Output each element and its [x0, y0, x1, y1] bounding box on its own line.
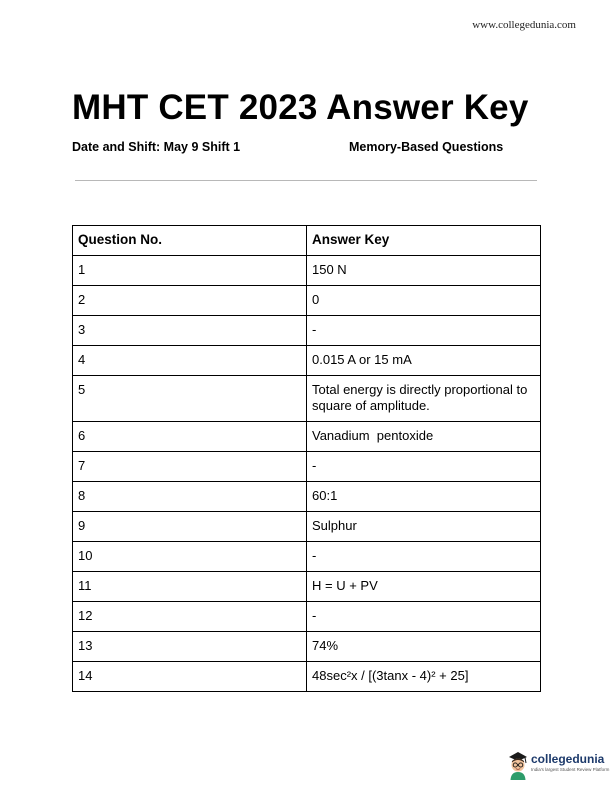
collegedunia-logo	[507, 750, 612, 782]
answer-cell: -	[307, 316, 541, 346]
brand-name: collegedunia	[531, 752, 605, 766]
question-number: 5	[73, 376, 307, 422]
question-number: 13	[73, 632, 307, 662]
table-row	[73, 422, 541, 452]
table-row	[73, 602, 541, 632]
table-row	[73, 512, 541, 542]
table-row	[73, 572, 541, 602]
site-url: www.collegedunia.com	[472, 19, 576, 31]
memory-based-label: Memory-Based Questions	[349, 140, 504, 154]
answer-cell: -	[307, 452, 541, 482]
answer-cell: -	[307, 602, 541, 632]
answer-cell: Sulphur	[307, 512, 541, 542]
answer-key-table	[72, 225, 541, 692]
question-number: 6	[73, 422, 307, 452]
question-number: 7	[73, 452, 307, 482]
divider	[75, 180, 537, 181]
answer-cell: Total energy is directly proportional to square of amplitude.	[307, 376, 541, 422]
question-number: 11	[73, 572, 307, 602]
table-row	[73, 482, 541, 512]
table-row	[73, 376, 541, 422]
table-row	[73, 346, 541, 376]
answer-cell: 0	[307, 286, 541, 316]
table-header-row	[73, 226, 541, 256]
table-row	[73, 662, 541, 692]
answer-cell: 0.015 A or 15 mA	[307, 346, 541, 376]
date-shift-label: Date and Shift: May 9 Shift 1	[72, 140, 241, 154]
question-number: 14	[73, 662, 307, 692]
question-number: 2	[73, 286, 307, 316]
answer-cell: 74%	[307, 632, 541, 662]
table-row	[73, 452, 541, 482]
question-number: 1	[73, 256, 307, 286]
question-number: 12	[73, 602, 307, 632]
question-number: 8	[73, 482, 307, 512]
table-row	[73, 256, 541, 286]
answer-cell: Vanadium pentoxide	[307, 422, 541, 452]
page-title: MHT CET 2023 Answer Key	[72, 88, 529, 127]
column-header-answer: Answer Key	[307, 226, 541, 256]
question-number: 3	[73, 316, 307, 346]
student-mascot-icon	[507, 750, 529, 785]
answer-cell: -	[307, 542, 541, 572]
answer-cell: 60:1	[307, 482, 541, 512]
brand-tagline: India's largest Student Review Platform	[531, 767, 610, 772]
column-header-question: Question No.	[73, 226, 307, 256]
question-number: 4	[73, 346, 307, 376]
table-row	[73, 316, 541, 346]
table-row	[73, 632, 541, 662]
table-row	[73, 542, 541, 572]
question-number: 9	[73, 512, 307, 542]
table-row	[73, 286, 541, 316]
question-number: 10	[73, 542, 307, 572]
answer-cell: 48sec²x / [(3tanx - 4)² + 25]	[307, 662, 541, 692]
answer-cell: H = U + PV	[307, 572, 541, 602]
answer-cell: 150 N	[307, 256, 541, 286]
